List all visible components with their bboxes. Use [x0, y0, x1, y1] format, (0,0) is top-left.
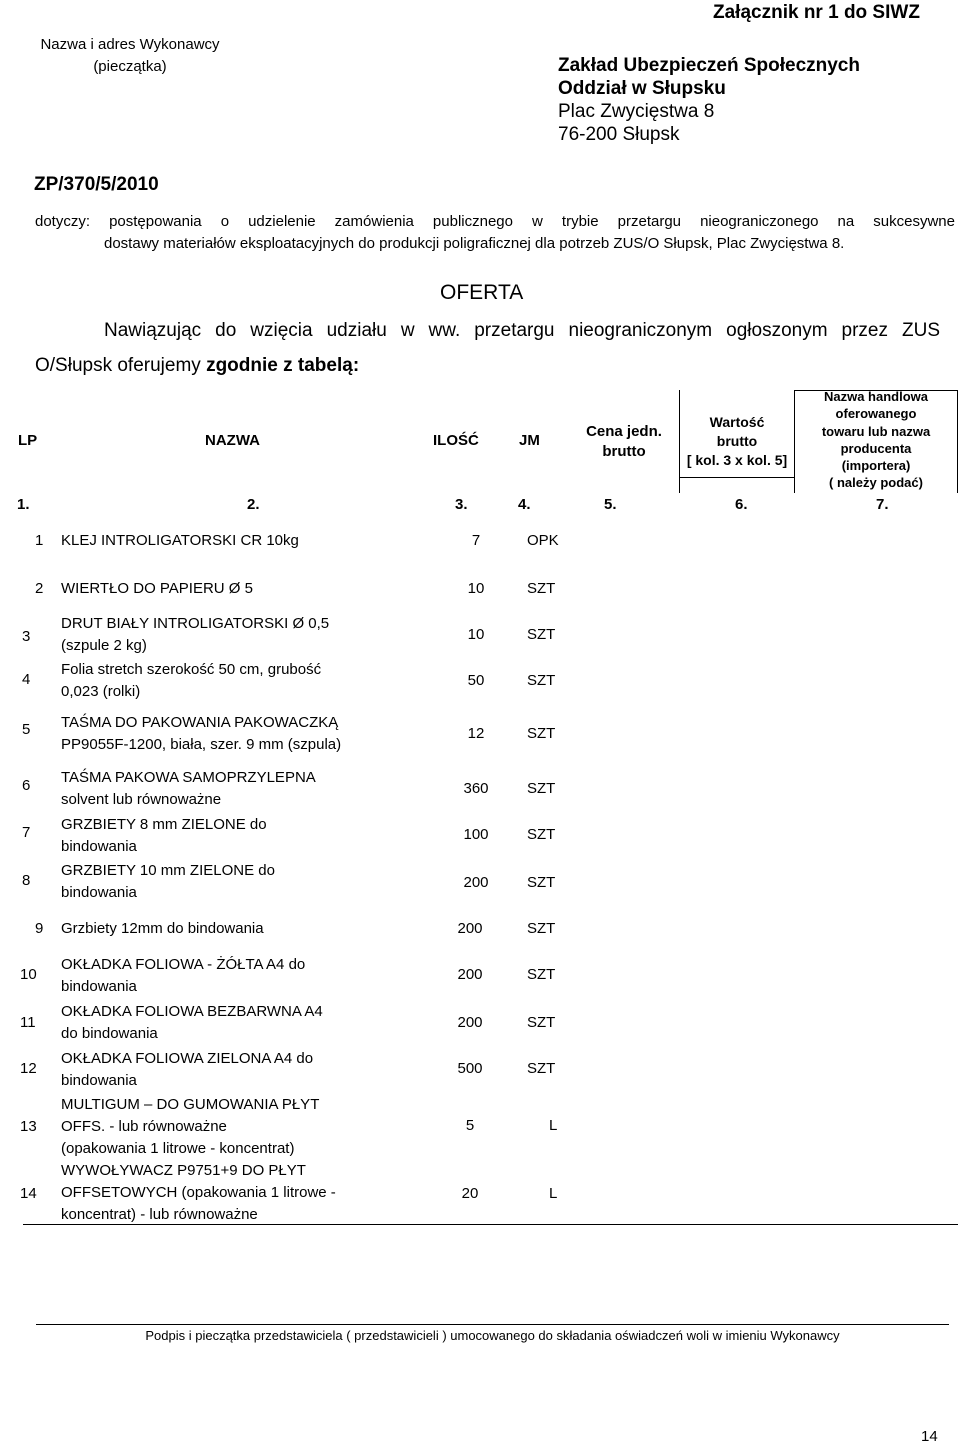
- subject-line-2: dostawy materiałów eksploatacyjnych do produkcji poligraficznej dla potrzeb ZUS/O Słupsk, Plac Zwycięstwa 8.: [104, 235, 845, 252]
- row-qty: 200: [457, 1014, 483, 1031]
- institution-block: [558, 54, 860, 146]
- row-name: Grzbiety 12mm do bindowania: [61, 920, 264, 937]
- row-name: DRUT BIAŁY INTROLIGATORSKI Ø 0,5 (szpule 2 kg): [61, 615, 330, 654]
- row-unit: SZT: [527, 1014, 556, 1031]
- row-lp: 5: [22, 721, 31, 738]
- column-number: 2.: [247, 496, 260, 513]
- row-unit: SZT: [527, 874, 556, 891]
- row-name: OKŁADKA FOLIOWA - ŻÓŁTA A4 do bindowania: [61, 956, 306, 995]
- column-number: 7.: [876, 496, 889, 513]
- institution-name: Zakład Ubezpieczeń Społecznych: [558, 55, 860, 76]
- signature-line: [36, 1324, 949, 1325]
- row-name: GRZBIETY 8 mm ZIELONE do bindowania: [61, 816, 267, 855]
- row-lp: 6: [22, 777, 31, 794]
- header-ilosc: ILOŚĆ: [433, 432, 479, 449]
- institution-city: 76-200 Słupsk: [558, 124, 680, 145]
- row-lp: 3: [22, 628, 31, 645]
- row-qty: 200: [463, 874, 489, 891]
- row-name: MULTIGUM – DO GUMOWANIA PŁYT OFFS. - lub równoważne (opakowania 1 litrowe - koncentrat): [61, 1096, 320, 1157]
- column-number: 4.: [518, 496, 531, 513]
- contractor-label: [40, 34, 220, 78]
- row-lp: 13: [20, 1118, 37, 1135]
- offer-intro-text: O/Słupsk oferujemy: [35, 355, 207, 376]
- contractor-label-name: Nazwa i adres Wykonawcy: [40, 36, 220, 53]
- reference-number: ZP/370/5/2010: [34, 174, 159, 195]
- row-lp: 9: [35, 920, 44, 937]
- row-unit: SZT: [527, 626, 556, 643]
- row-unit: SZT: [527, 725, 556, 742]
- row-lp: 4: [22, 671, 31, 688]
- row-qty: 50: [467, 672, 485, 689]
- row-qty: 200: [457, 966, 483, 983]
- header-nazwa: NAZWA: [205, 432, 260, 449]
- row-name: WYWOŁYWACZ P9751+9 DO PŁYT OFFSETOWYCH (opakowania 1 litrowe - koncentrat) - lub równoważne: [61, 1162, 336, 1223]
- row-unit: SZT: [527, 780, 556, 797]
- row-lp: 7: [22, 824, 31, 841]
- row-lp: 1: [35, 532, 44, 549]
- row-qty: 100: [463, 826, 489, 843]
- row-unit: SZT: [527, 1060, 556, 1077]
- row-unit: L: [549, 1117, 558, 1134]
- row-qty: 10: [467, 626, 485, 643]
- header-producent: Nazwa handlowa oferowanego towaru lub nazwa producenta (importera) ( należy podać): [821, 389, 931, 491]
- row-name: TAŚMA PAKOWA SAMOPRZYLEPNA solvent lub równoważne: [61, 769, 316, 808]
- offer-intro-emphasis: zgodnie z tabelą:: [206, 355, 360, 376]
- row-unit: SZT: [527, 920, 556, 937]
- column-number: 3.: [455, 496, 468, 513]
- signature-caption: Podpis i pieczątka przedstawiciela ( przedstawicieli ) umocowanego do składania oświadczeń woli w imieniu Wykonawcy: [145, 1328, 840, 1343]
- row-unit: SZT: [527, 966, 556, 983]
- row-unit: SZT: [527, 580, 556, 597]
- row-name: WIERTŁO DO PAPIERU Ø 5: [61, 580, 253, 597]
- row-qty: 20: [461, 1185, 479, 1202]
- institution-branch: Oddział w Słupsku: [558, 78, 726, 99]
- contractor-label-stamp: (pieczątka): [93, 58, 167, 75]
- row-name: OKŁADKA FOLIOWA BEZBARWNA A4 do bindowania: [61, 1003, 323, 1042]
- column-number: 1.: [17, 496, 30, 513]
- offer-title: OFERTA: [440, 281, 524, 304]
- row-qty: 360: [463, 780, 489, 797]
- page-number: 14: [921, 1428, 938, 1445]
- row-lp: 12: [20, 1060, 37, 1077]
- row-unit: L: [549, 1185, 558, 1202]
- row-name: TAŚMA DO PAKOWANIA PAKOWACZKĄ PP9055F-1200, biała, szer. 9 mm (szpula): [61, 714, 342, 753]
- row-qty: 12: [467, 725, 485, 742]
- row-qty: 200: [457, 920, 483, 937]
- offer-intro-line-1: Nawiązując do wzięcia udziału w ww. przetargu nieograniczonym ogłoszonym przez ZUS: [104, 320, 940, 341]
- row-qty: 5: [465, 1117, 475, 1134]
- row-qty: 10: [467, 580, 485, 597]
- row-name: GRZBIETY 10 mm ZIELONE do bindowania: [61, 862, 275, 901]
- row-lp: 10: [20, 966, 37, 983]
- header-wartosc: Wartość brutto [ kol. 3 x kol. 5]: [686, 414, 788, 468]
- row-qty: 500: [457, 1060, 483, 1077]
- row-unit: SZT: [527, 672, 556, 689]
- institution-street: Plac Zwycięstwa 8: [558, 101, 715, 122]
- subject-line-1: dotyczy: postępowania o udzielenie zamówienia publicznego w trybie przetargu nieograniczonego na sukcesywne: [35, 213, 955, 230]
- row-lp: 2: [35, 580, 44, 597]
- column-number: 6.: [735, 496, 748, 513]
- row-unit: OPK: [527, 532, 559, 549]
- row-lp: 11: [20, 1014, 36, 1031]
- row-name: KLEJ INTROLIGATORSKI CR 10kg: [61, 532, 299, 549]
- row-name: Folia stretch szerokość 50 cm, grubość 0,023 (rolki): [61, 661, 322, 700]
- header-cena: Cena jedn. brutto: [586, 423, 662, 460]
- row-name: OKŁADKA FOLIOWA ZIELONA A4 do bindowania: [61, 1050, 314, 1089]
- row-qty: 7: [471, 532, 481, 549]
- row-lp: 8: [22, 872, 31, 889]
- header-jm: JM: [519, 432, 540, 449]
- header-lp: LP: [18, 432, 38, 449]
- attachment-title: Załącznik nr 1 do SIWZ: [713, 2, 920, 23]
- offer-intro-line-2: [35, 355, 359, 377]
- row-lp: 14: [20, 1185, 37, 1202]
- row-unit: SZT: [527, 826, 556, 843]
- column-number: 5.: [604, 496, 617, 513]
